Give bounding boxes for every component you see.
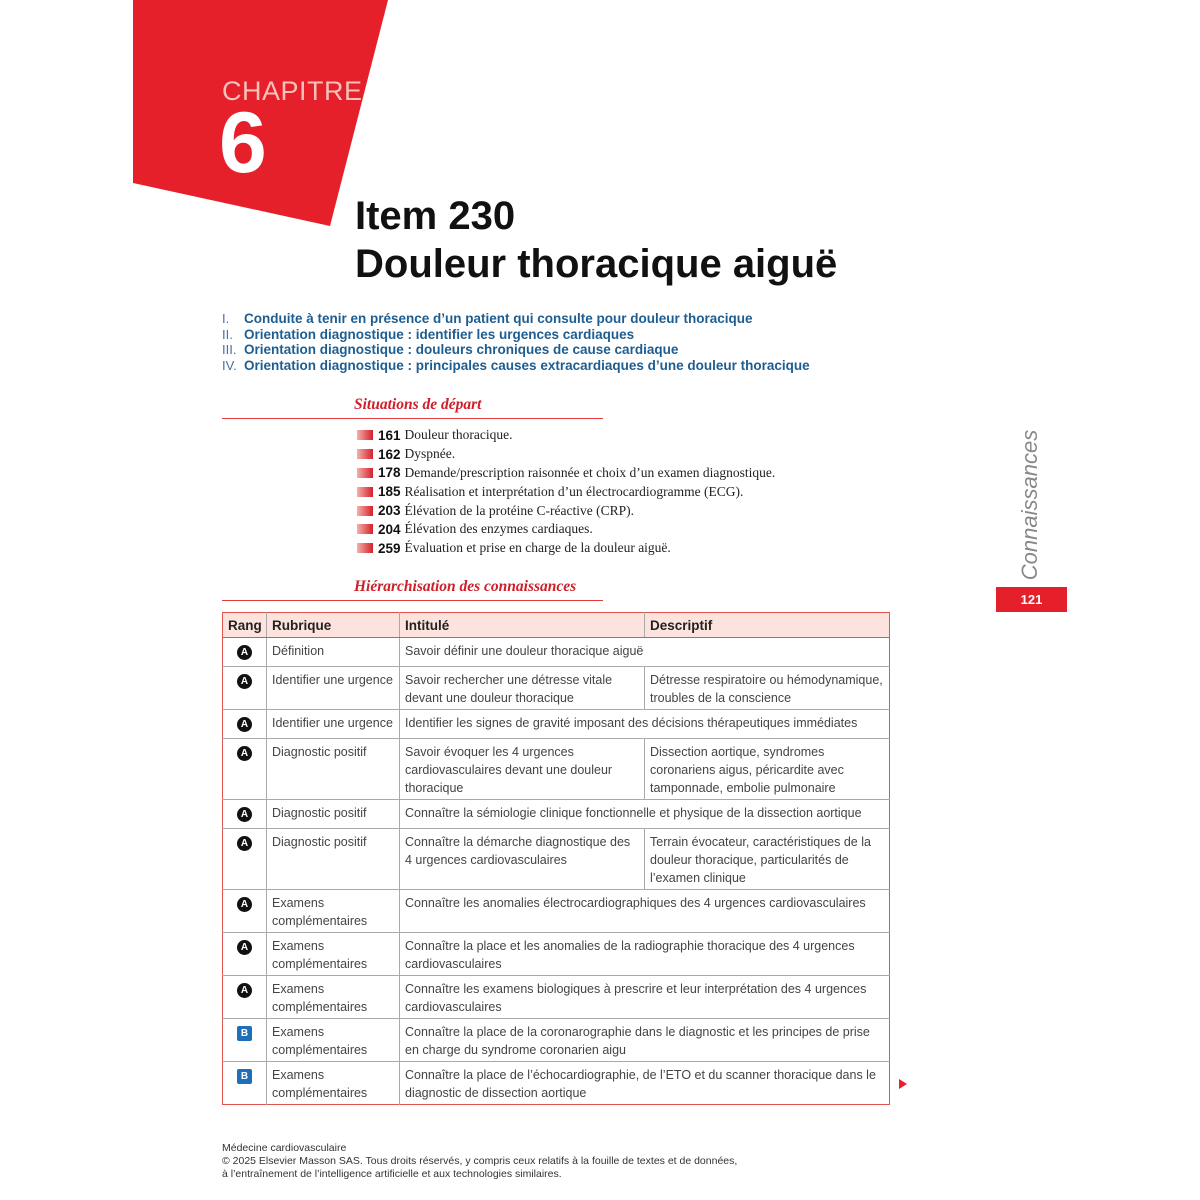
toc-entry[interactable]	[222, 342, 810, 358]
descriptif-cell: Terrain évocateur, caractéristiques de la douleur thoracique, particularités de l’examen clinique	[645, 829, 890, 890]
rank-cell	[223, 800, 267, 829]
situation-text: Dyspnée.	[404, 446, 456, 462]
intitule-cell: Identifier les signes de gravité imposant des décisions thérapeutiques immédiates	[400, 710, 890, 739]
rank-a-badge: A	[237, 807, 252, 822]
situation-code: 161	[378, 427, 401, 443]
rank-cell	[223, 1062, 267, 1105]
column-header-descriptif: Descriptif	[645, 613, 890, 638]
section-tab-label: Connaissances	[1017, 429, 1042, 581]
situation-text: Évaluation et prise en charge de la douleur aiguë.	[404, 540, 671, 556]
list-item	[357, 501, 775, 520]
rank-cell	[223, 976, 267, 1019]
rank-cell	[223, 638, 267, 667]
page-footer	[222, 1142, 737, 1181]
situation-text: Élévation de la protéine C-réactive (CRP).	[404, 502, 634, 518]
descriptif-cell: Dissection aortique, syndromes coronariens aigus, péricardite avec tamponnade, embolie pulmonaire	[645, 739, 890, 800]
list-item	[357, 464, 775, 483]
intitule-cell: Connaître les anomalies électrocardiographiques des 4 urgences cardiovasculaires	[400, 890, 890, 933]
situation-code: 162	[378, 446, 401, 462]
column-header-rubrique: Rubrique	[267, 613, 400, 638]
rubrique-cell: Examens complémentaires	[267, 1062, 400, 1105]
rank-cell	[223, 710, 267, 739]
table-row	[223, 739, 890, 800]
item-title	[355, 192, 837, 288]
situation-code: 203	[378, 503, 401, 519]
toc-link[interactable]: Conduite à tenir en présence d’un patient qui consulte pour douleur thoracique	[244, 311, 753, 326]
situation-text: Élévation des enzymes cardiaques.	[404, 521, 593, 537]
rank-a-badge: A	[237, 940, 252, 955]
rank-cell	[223, 1019, 267, 1062]
column-header-rang: Rang	[223, 613, 267, 638]
list-item	[357, 520, 775, 539]
rank-a-badge: A	[237, 674, 252, 689]
rubrique-cell: Diagnostic positif	[267, 739, 400, 800]
chapter-banner	[0, 0, 400, 240]
rank-b-badge: B	[237, 1026, 252, 1041]
intitule-cell: Connaître les examens biologiques à prescrire et leur interprétation des 4 urgences cardiovasculaires	[400, 976, 890, 1019]
table-row	[223, 1019, 890, 1062]
rank-b-badge: B	[237, 1069, 252, 1084]
footer-copyright-cont: à l’entraînement de l’intelligence artificielle et aux technologies similaires.	[222, 1168, 562, 1180]
table-row	[223, 667, 890, 710]
intitule-cell: Connaître la place de la coronarographie dans le diagnostic et les principes de prise en charge du syndrome coronarien aigu	[400, 1019, 890, 1062]
toc-number: I.	[222, 311, 230, 326]
rubrique-cell: Examens complémentaires	[267, 1019, 400, 1062]
situations-list	[357, 426, 775, 558]
footer-book-title: Médecine cardiovasculaire	[222, 1142, 347, 1154]
table-of-contents	[222, 311, 810, 373]
toc-number: IV.	[222, 357, 237, 373]
page-number: 121	[996, 587, 1067, 612]
rank-a-badge: A	[237, 897, 252, 912]
situation-code: 204	[378, 521, 401, 537]
table-row	[223, 933, 890, 976]
rank-cell	[223, 829, 267, 890]
table-row	[223, 976, 890, 1019]
rubrique-cell: Définition	[267, 638, 400, 667]
rubrique-cell: Diagnostic positif	[267, 800, 400, 829]
intitule-cell: Savoir définir une douleur thoracique aiguë	[400, 638, 890, 667]
rank-a-badge: A	[237, 983, 252, 998]
intitule-cell: Savoir rechercher une détresse vitale devant une douleur thoracique	[400, 667, 645, 710]
situations-heading	[222, 396, 603, 419]
rubrique-cell: Diagnostic positif	[267, 829, 400, 890]
situation-text: Réalisation et interprétation d’un électrocardiogramme (ECG).	[404, 483, 744, 499]
item-title-line2: Douleur thoracique aiguë	[355, 242, 838, 286]
item-title-line1: Item 230	[355, 194, 516, 238]
rubrique-cell: Examens complémentaires	[267, 976, 400, 1019]
intitule-cell: Connaître la place de l’échocardiographie, de l’ETO et du scanner thoracique dans le diagnostic de dissection aortique	[400, 1062, 890, 1105]
rubrique-cell: Identifier une urgence	[267, 667, 400, 710]
intitule-cell: Connaître la sémiologie clinique fonctionnelle et physique de la dissection aortique	[400, 800, 890, 829]
situation-code: 185	[378, 484, 401, 500]
toc-entry[interactable]	[222, 311, 810, 327]
list-item	[357, 539, 775, 558]
rank-cell	[223, 933, 267, 976]
rank-a-badge: A	[237, 836, 252, 851]
toc-number: III.	[222, 342, 237, 357]
rank-a-badge: A	[237, 746, 252, 761]
bullet-icon	[357, 449, 373, 459]
toc-number: II.	[222, 326, 233, 342]
knowledge-table	[222, 612, 890, 1105]
rank-cell	[223, 667, 267, 710]
bullet-icon	[357, 468, 373, 478]
chapter-label: CHAPITRE	[222, 76, 363, 106]
hierarchy-heading-text: Hiérarchisation des connaissances	[354, 578, 577, 595]
toc-entry[interactable]	[222, 358, 810, 374]
bullet-icon	[357, 524, 373, 534]
intitule-cell: Connaître la place et les anomalies de la radiographie thoracique des 4 urgences cardiovasculaires	[400, 933, 890, 976]
rubrique-cell: Examens complémentaires	[267, 890, 400, 933]
bullet-icon	[357, 430, 373, 440]
intitule-cell: Connaître la démarche diagnostique des 4 urgences cardiovasculaires	[400, 829, 645, 890]
list-item	[357, 482, 775, 501]
intitule-cell: Savoir évoquer les 4 urgences cardiovasculaires devant une douleur thoracique	[400, 739, 645, 800]
table-row	[223, 710, 890, 739]
table-row	[223, 800, 890, 829]
situation-text: Demande/prescription raisonnée et choix d’un examen diagnostique.	[404, 464, 776, 480]
situation-code: 178	[378, 465, 401, 481]
table-row	[223, 890, 890, 933]
rank-cell	[223, 739, 267, 800]
situation-code: 259	[378, 540, 401, 556]
toc-entry[interactable]	[222, 327, 810, 343]
descriptif-cell: Détresse respiratoire ou hémodynamique, troubles de la conscience	[645, 667, 890, 710]
table-row	[223, 829, 890, 890]
chapter-number: 6	[219, 95, 267, 191]
table-header-row	[223, 613, 890, 638]
rubrique-cell: Examens complémentaires	[267, 933, 400, 976]
footer-copyright: © 2025 Elsevier Masson SAS. Tous droits réservés, y compris ceux relatifs à la fouille de textes et de données,	[222, 1155, 738, 1167]
table-row	[223, 1062, 890, 1105]
rank-cell	[223, 890, 267, 933]
situation-text: Douleur thoracique.	[404, 427, 513, 443]
continued-arrow-icon	[899, 1079, 907, 1089]
toc-link[interactable]: Orientation diagnostique : principales causes extracardiaques d’une douleur thoracique	[244, 357, 810, 373]
bullet-icon	[357, 487, 373, 497]
bullet-icon	[357, 506, 373, 516]
bullet-icon	[357, 543, 373, 553]
list-item	[357, 445, 775, 464]
column-header-intitule: Intitulé	[400, 613, 645, 638]
list-item	[357, 426, 775, 445]
table-row	[223, 638, 890, 667]
rank-a-badge: A	[237, 717, 252, 732]
situations-heading-text: Situations de départ	[354, 396, 482, 413]
toc-link[interactable]: Orientation diagnostique : douleurs chroniques de cause cardiaque	[244, 342, 679, 357]
hierarchy-heading	[222, 578, 603, 601]
rubrique-cell: Identifier une urgence	[267, 710, 400, 739]
rank-a-badge: A	[237, 645, 252, 660]
toc-link[interactable]: Orientation diagnostique : identifier les urgences cardiaques	[244, 326, 635, 342]
